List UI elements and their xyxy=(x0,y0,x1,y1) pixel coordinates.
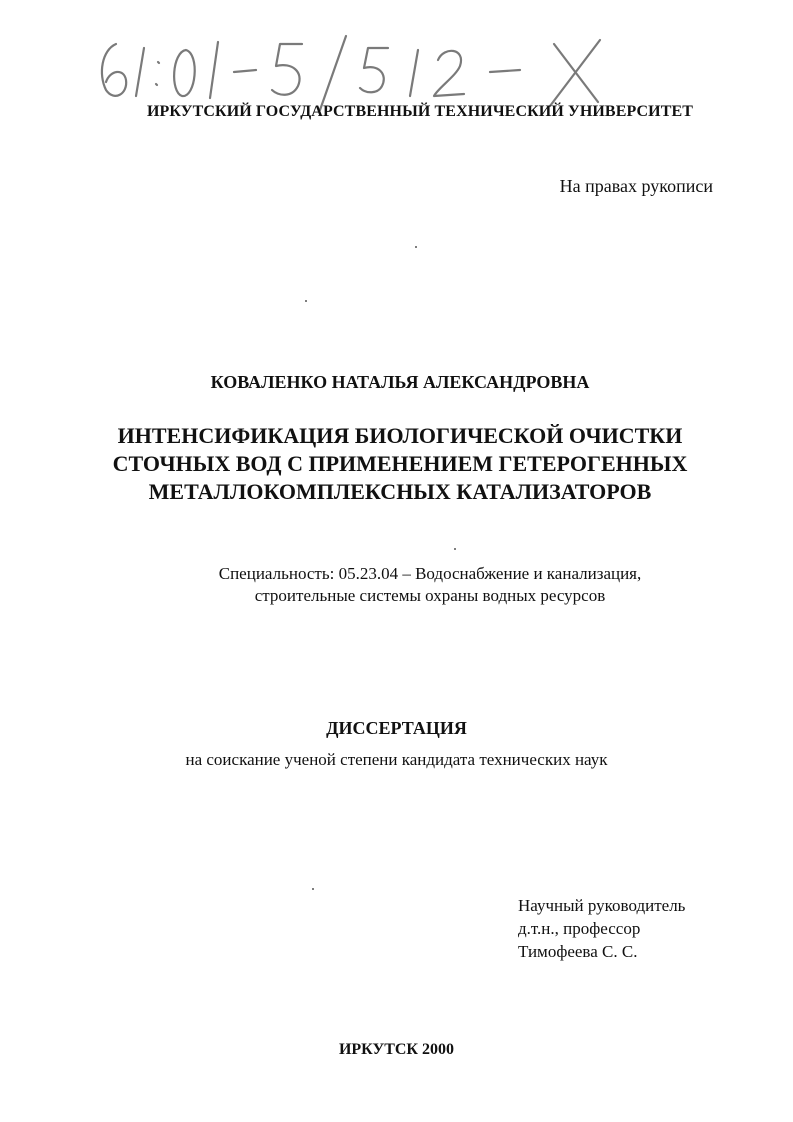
title-line: МЕТАЛЛОКОМПЛЕКСНЫХ КАТАЛИЗАТОРОВ xyxy=(148,479,652,504)
document-type: ДИССЕРТАЦИЯ xyxy=(326,718,467,738)
scan-speck xyxy=(312,888,314,890)
specialty xyxy=(140,563,720,607)
title-line: ИНТЕНСИФИКАЦИЯ БИОЛОГИЧЕСКОЙ ОЧИСТКИ xyxy=(117,423,683,448)
supervisor-line: Тимофеева С. С. xyxy=(518,942,638,961)
scan-speck xyxy=(454,548,456,550)
title-line: СТОЧНЫХ ВОД С ПРИМЕНЕНИЕМ ГЕТЕРОГЕННЫХ xyxy=(112,451,688,476)
handwritten-archive-code xyxy=(88,32,648,112)
scan-speck xyxy=(305,300,307,302)
specialty-line: строительные системы охраны водных ресурсов xyxy=(254,586,606,605)
scan-speck xyxy=(415,246,417,248)
specialty-line: Специальность: 05.23.04 – Водоснабжение и канализация, xyxy=(218,564,642,583)
city-year: ИРКУТСК 2000 xyxy=(338,1041,455,1058)
author-name: КОВАЛЕНКО НАТАЛЬЯ АЛЕКСАНДРОВНА xyxy=(210,372,590,392)
degree-statement: на соискание ученой степени кандидата технических наук xyxy=(185,750,608,769)
university-name: ИРКУТСКИЙ ГОСУДАРСТВЕННЫЙ ТЕХНИЧЕСКИЙ УНИВЕРСИТЕТ xyxy=(146,103,694,120)
rights-note: На правах рукописи xyxy=(559,176,713,196)
scientific-supervisor xyxy=(518,894,685,963)
supervisor-line: д.т.н., профессор xyxy=(518,919,641,938)
supervisor-line: Научный руководитель xyxy=(518,896,686,915)
dissertation-title xyxy=(60,422,740,506)
